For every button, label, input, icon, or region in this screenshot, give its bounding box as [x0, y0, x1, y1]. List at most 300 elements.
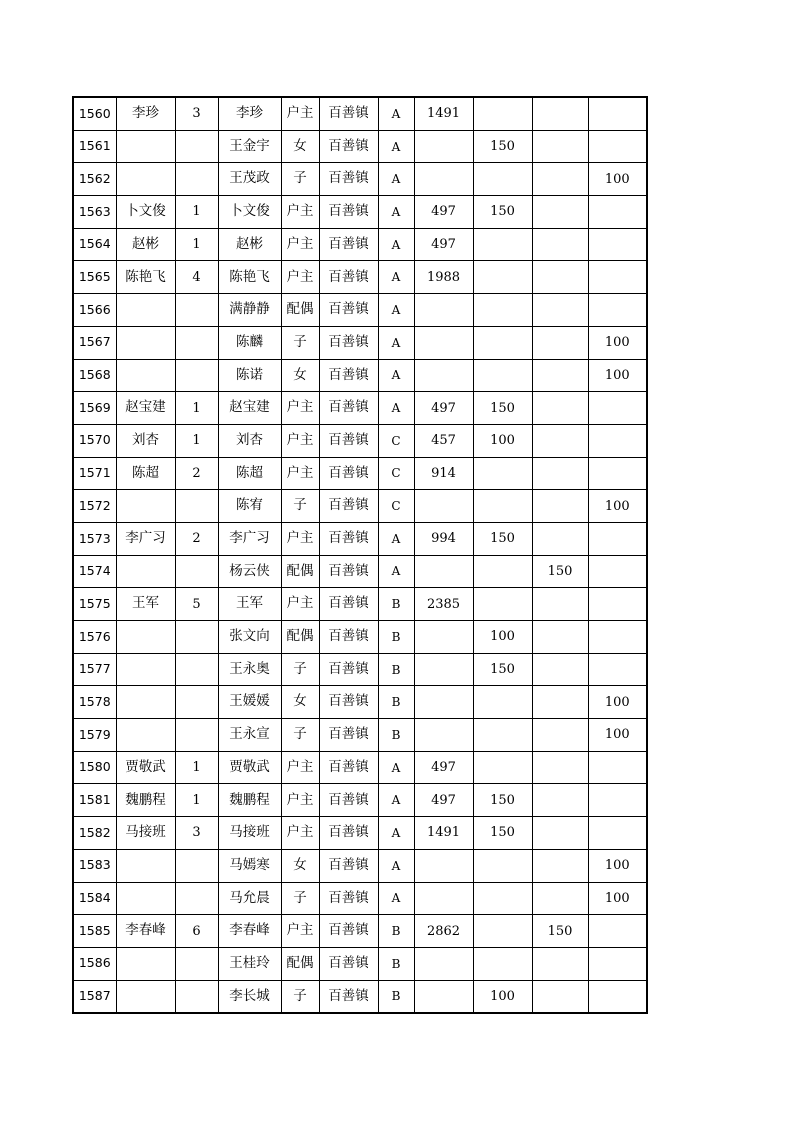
- subsidy-150-100-cell: [473, 457, 532, 490]
- town-cell: 百善镇: [319, 817, 378, 850]
- member-name-cell: 李长城: [218, 980, 281, 1013]
- total-amount-cell: 2385: [414, 588, 473, 621]
- household-size-cell: [175, 359, 218, 392]
- subsidy-extra-cell: [532, 326, 588, 359]
- relation-cell: 户主: [281, 522, 319, 555]
- household-size-cell: [175, 686, 218, 719]
- child-subsidy-cell: [588, 947, 647, 980]
- total-amount-cell: [414, 130, 473, 163]
- table-row: [73, 392, 647, 425]
- subsidy-extra-cell: [532, 849, 588, 882]
- grade-cell: A: [378, 882, 414, 915]
- town-cell: 百善镇: [319, 392, 378, 425]
- household-head-cell: [116, 555, 175, 588]
- child-subsidy-cell: [588, 261, 647, 294]
- subsidy-extra-cell: [532, 719, 588, 752]
- total-amount-cell: 497: [414, 228, 473, 261]
- subsidy-extra-cell: [532, 457, 588, 490]
- household-size-cell: [175, 849, 218, 882]
- table-row: [73, 228, 647, 261]
- household-size-cell: 1: [175, 228, 218, 261]
- relation-cell: 户主: [281, 196, 319, 229]
- relation-cell: 户主: [281, 261, 319, 294]
- subsidy-150-100-cell: [473, 163, 532, 196]
- household-size-cell: 1: [175, 784, 218, 817]
- member-name-cell: 马接班: [218, 817, 281, 850]
- table-row: [73, 849, 647, 882]
- subsidy-extra-cell: [532, 392, 588, 425]
- row-number-cell: 1567: [73, 326, 116, 359]
- subsidy-150-100-cell: 100: [473, 980, 532, 1013]
- row-number-cell: 1586: [73, 947, 116, 980]
- household-head-cell: [116, 849, 175, 882]
- row-number-cell: 1560: [73, 97, 116, 130]
- member-name-cell: 王永宣: [218, 719, 281, 752]
- child-subsidy-cell: [588, 522, 647, 555]
- household-head-cell: 赵宝建: [116, 392, 175, 425]
- town-cell: 百善镇: [319, 555, 378, 588]
- table-row: [73, 882, 647, 915]
- town-cell: 百善镇: [319, 588, 378, 621]
- child-subsidy-cell: [588, 751, 647, 784]
- town-cell: 百善镇: [319, 849, 378, 882]
- table-row: [73, 686, 647, 719]
- member-name-cell: 王桂玲: [218, 947, 281, 980]
- subsidy-150-100-cell: [473, 915, 532, 948]
- household-head-cell: [116, 653, 175, 686]
- table-row: [73, 751, 647, 784]
- household-head-cell: [116, 294, 175, 327]
- household-subsidy-table: [72, 96, 648, 1014]
- child-subsidy-cell: [588, 457, 647, 490]
- subsidy-150-100-cell: [473, 490, 532, 523]
- relation-cell: 子: [281, 980, 319, 1013]
- household-head-cell: 马接班: [116, 817, 175, 850]
- household-size-cell: 3: [175, 97, 218, 130]
- subsidy-150-100-cell: 100: [473, 621, 532, 654]
- town-cell: 百善镇: [319, 424, 378, 457]
- member-name-cell: 满静静: [218, 294, 281, 327]
- town-cell: 百善镇: [319, 915, 378, 948]
- total-amount-cell: [414, 326, 473, 359]
- row-number-cell: 1562: [73, 163, 116, 196]
- subsidy-150-100-cell: [473, 228, 532, 261]
- row-number-cell: 1578: [73, 686, 116, 719]
- row-number-cell: 1573: [73, 522, 116, 555]
- total-amount-cell: 497: [414, 751, 473, 784]
- child-subsidy-cell: [588, 817, 647, 850]
- child-subsidy-cell: [588, 294, 647, 327]
- relation-cell: 子: [281, 653, 319, 686]
- household-size-cell: [175, 294, 218, 327]
- row-number-cell: 1569: [73, 392, 116, 425]
- total-amount-cell: [414, 980, 473, 1013]
- grade-cell: A: [378, 97, 414, 130]
- household-head-cell: [116, 621, 175, 654]
- table-row: [73, 294, 647, 327]
- town-cell: 百善镇: [319, 196, 378, 229]
- town-cell: 百善镇: [319, 326, 378, 359]
- subsidy-150-100-cell: 150: [473, 653, 532, 686]
- town-cell: 百善镇: [319, 294, 378, 327]
- table-row: [73, 163, 647, 196]
- row-number-cell: 1568: [73, 359, 116, 392]
- household-size-cell: [175, 653, 218, 686]
- child-subsidy-cell: 100: [588, 490, 647, 523]
- subsidy-150-100-cell: [473, 555, 532, 588]
- subsidy-150-100-cell: [473, 588, 532, 621]
- table-row: [73, 326, 647, 359]
- child-subsidy-cell: 100: [588, 882, 647, 915]
- relation-cell: 女: [281, 130, 319, 163]
- member-name-cell: 张文向: [218, 621, 281, 654]
- subsidy-extra-cell: 150: [532, 915, 588, 948]
- row-number-cell: 1585: [73, 915, 116, 948]
- total-amount-cell: 1491: [414, 817, 473, 850]
- subsidy-150-100-cell: 100: [473, 424, 532, 457]
- town-cell: 百善镇: [319, 457, 378, 490]
- relation-cell: 户主: [281, 97, 319, 130]
- subsidy-150-100-cell: 150: [473, 522, 532, 555]
- subsidy-extra-cell: [532, 294, 588, 327]
- member-name-cell: 马允晨: [218, 882, 281, 915]
- household-size-cell: 1: [175, 424, 218, 457]
- household-head-cell: [116, 359, 175, 392]
- household-size-cell: 3: [175, 817, 218, 850]
- total-amount-cell: 457: [414, 424, 473, 457]
- child-subsidy-cell: 100: [588, 719, 647, 752]
- child-subsidy-cell: 100: [588, 163, 647, 196]
- row-number-cell: 1575: [73, 588, 116, 621]
- total-amount-cell: [414, 294, 473, 327]
- member-name-cell: 赵彬: [218, 228, 281, 261]
- row-number-cell: 1566: [73, 294, 116, 327]
- relation-cell: 子: [281, 490, 319, 523]
- grade-cell: A: [378, 555, 414, 588]
- table-row: [73, 457, 647, 490]
- subsidy-extra-cell: [532, 522, 588, 555]
- subsidy-extra-cell: [532, 947, 588, 980]
- household-size-cell: 6: [175, 915, 218, 948]
- row-number-cell: 1572: [73, 490, 116, 523]
- town-cell: 百善镇: [319, 130, 378, 163]
- row-number-cell: 1571: [73, 457, 116, 490]
- grade-cell: A: [378, 294, 414, 327]
- row-number-cell: 1583: [73, 849, 116, 882]
- household-head-cell: 王军: [116, 588, 175, 621]
- grade-cell: C: [378, 457, 414, 490]
- table-row: [73, 261, 647, 294]
- grade-cell: A: [378, 784, 414, 817]
- relation-cell: 子: [281, 719, 319, 752]
- household-size-cell: [175, 555, 218, 588]
- table-row: [73, 653, 647, 686]
- grade-cell: B: [378, 621, 414, 654]
- relation-cell: 子: [281, 326, 319, 359]
- subsidy-150-100-cell: [473, 849, 532, 882]
- member-name-cell: 贾敬武: [218, 751, 281, 784]
- subsidy-150-100-cell: [473, 882, 532, 915]
- member-name-cell: 马嫣寒: [218, 849, 281, 882]
- household-size-cell: 5: [175, 588, 218, 621]
- subsidy-extra-cell: [532, 751, 588, 784]
- table-row: [73, 980, 647, 1013]
- subsidy-150-100-cell: [473, 294, 532, 327]
- member-name-cell: 杨云侠: [218, 555, 281, 588]
- household-size-cell: [175, 621, 218, 654]
- child-subsidy-cell: [588, 228, 647, 261]
- subsidy-150-100-cell: [473, 261, 532, 294]
- town-cell: 百善镇: [319, 784, 378, 817]
- total-amount-cell: [414, 621, 473, 654]
- child-subsidy-cell: [588, 97, 647, 130]
- subsidy-150-100-cell: 150: [473, 392, 532, 425]
- member-name-cell: 陈宥: [218, 490, 281, 523]
- table-row: [73, 97, 647, 130]
- household-head-cell: 李珍: [116, 97, 175, 130]
- subsidy-extra-cell: [532, 196, 588, 229]
- member-name-cell: 陈艳飞: [218, 261, 281, 294]
- member-name-cell: 李广习: [218, 522, 281, 555]
- child-subsidy-cell: [588, 653, 647, 686]
- member-name-cell: 王金宇: [218, 130, 281, 163]
- row-number-cell: 1565: [73, 261, 116, 294]
- subsidy-extra-cell: [532, 490, 588, 523]
- relation-cell: 女: [281, 849, 319, 882]
- subsidy-extra-cell: [532, 621, 588, 654]
- household-size-cell: 2: [175, 522, 218, 555]
- total-amount-cell: [414, 719, 473, 752]
- table-row: [73, 359, 647, 392]
- relation-cell: 配偶: [281, 294, 319, 327]
- member-name-cell: 王军: [218, 588, 281, 621]
- relation-cell: 户主: [281, 751, 319, 784]
- total-amount-cell: 497: [414, 196, 473, 229]
- relation-cell: 配偶: [281, 947, 319, 980]
- relation-cell: 户主: [281, 392, 319, 425]
- subsidy-extra-cell: [532, 817, 588, 850]
- household-head-cell: [116, 686, 175, 719]
- subsidy-extra-cell: [532, 359, 588, 392]
- household-head-cell: 赵彬: [116, 228, 175, 261]
- grade-cell: A: [378, 751, 414, 784]
- subsidy-extra-cell: [532, 784, 588, 817]
- relation-cell: 户主: [281, 424, 319, 457]
- row-number-cell: 1584: [73, 882, 116, 915]
- town-cell: 百善镇: [319, 653, 378, 686]
- child-subsidy-cell: [588, 588, 647, 621]
- household-size-cell: [175, 980, 218, 1013]
- table-row: [73, 196, 647, 229]
- table-row: [73, 555, 647, 588]
- grade-cell: B: [378, 588, 414, 621]
- grade-cell: B: [378, 947, 414, 980]
- town-cell: 百善镇: [319, 163, 378, 196]
- grade-cell: A: [378, 228, 414, 261]
- household-size-cell: 1: [175, 196, 218, 229]
- household-size-cell: [175, 326, 218, 359]
- total-amount-cell: [414, 359, 473, 392]
- child-subsidy-cell: [588, 392, 647, 425]
- subsidy-extra-cell: [532, 228, 588, 261]
- grade-cell: C: [378, 424, 414, 457]
- subsidy-extra-cell: [532, 424, 588, 457]
- relation-cell: 子: [281, 882, 319, 915]
- total-amount-cell: 497: [414, 392, 473, 425]
- subsidy-150-100-cell: [473, 686, 532, 719]
- member-name-cell: 王永奥: [218, 653, 281, 686]
- grade-cell: A: [378, 130, 414, 163]
- town-cell: 百善镇: [319, 97, 378, 130]
- subsidy-extra-cell: 150: [532, 555, 588, 588]
- relation-cell: 户主: [281, 588, 319, 621]
- grade-cell: B: [378, 686, 414, 719]
- household-head-cell: 刘杏: [116, 424, 175, 457]
- row-number-cell: 1580: [73, 751, 116, 784]
- subsidy-150-100-cell: [473, 947, 532, 980]
- subsidy-150-100-cell: 150: [473, 817, 532, 850]
- grade-cell: A: [378, 261, 414, 294]
- household-size-cell: [175, 947, 218, 980]
- subsidy-150-100-cell: [473, 97, 532, 130]
- relation-cell: 女: [281, 359, 319, 392]
- child-subsidy-cell: [588, 980, 647, 1013]
- row-number-cell: 1570: [73, 424, 116, 457]
- town-cell: 百善镇: [319, 359, 378, 392]
- town-cell: 百善镇: [319, 261, 378, 294]
- town-cell: 百善镇: [319, 751, 378, 784]
- relation-cell: 配偶: [281, 621, 319, 654]
- total-amount-cell: [414, 947, 473, 980]
- household-head-cell: 陈艳飞: [116, 261, 175, 294]
- total-amount-cell: [414, 163, 473, 196]
- grade-cell: A: [378, 359, 414, 392]
- subsidy-extra-cell: [532, 130, 588, 163]
- table-row: [73, 915, 647, 948]
- grade-cell: B: [378, 980, 414, 1013]
- town-cell: 百善镇: [319, 980, 378, 1013]
- table-body: [73, 97, 647, 1013]
- household-size-cell: [175, 163, 218, 196]
- subsidy-extra-cell: [532, 653, 588, 686]
- subsidy-150-100-cell: [473, 719, 532, 752]
- member-name-cell: 李珍: [218, 97, 281, 130]
- total-amount-cell: 994: [414, 522, 473, 555]
- table-row: [73, 130, 647, 163]
- relation-cell: 户主: [281, 915, 319, 948]
- grade-cell: B: [378, 915, 414, 948]
- household-size-cell: [175, 490, 218, 523]
- grade-cell: A: [378, 326, 414, 359]
- child-subsidy-cell: 100: [588, 326, 647, 359]
- town-cell: 百善镇: [319, 621, 378, 654]
- row-number-cell: 1574: [73, 555, 116, 588]
- row-number-cell: 1561: [73, 130, 116, 163]
- household-size-cell: 4: [175, 261, 218, 294]
- household-head-cell: 李春峰: [116, 915, 175, 948]
- household-head-cell: [116, 719, 175, 752]
- subsidy-extra-cell: [532, 686, 588, 719]
- member-name-cell: 刘杏: [218, 424, 281, 457]
- total-amount-cell: [414, 555, 473, 588]
- household-head-cell: 李广习: [116, 522, 175, 555]
- child-subsidy-cell: [588, 555, 647, 588]
- household-head-cell: [116, 980, 175, 1013]
- table-row: [73, 784, 647, 817]
- member-name-cell: 赵宝建: [218, 392, 281, 425]
- total-amount-cell: [414, 490, 473, 523]
- grade-cell: A: [378, 163, 414, 196]
- member-name-cell: 魏鹏程: [218, 784, 281, 817]
- total-amount-cell: 497: [414, 784, 473, 817]
- row-number-cell: 1582: [73, 817, 116, 850]
- subsidy-150-100-cell: 150: [473, 784, 532, 817]
- table-row: [73, 947, 647, 980]
- household-head-cell: 卜文俊: [116, 196, 175, 229]
- household-head-cell: 陈超: [116, 457, 175, 490]
- grade-cell: A: [378, 817, 414, 850]
- household-size-cell: [175, 882, 218, 915]
- row-number-cell: 1581: [73, 784, 116, 817]
- total-amount-cell: 2862: [414, 915, 473, 948]
- total-amount-cell: [414, 686, 473, 719]
- member-name-cell: 李春峰: [218, 915, 281, 948]
- total-amount-cell: [414, 653, 473, 686]
- child-subsidy-cell: [588, 424, 647, 457]
- subsidy-150-100-cell: [473, 359, 532, 392]
- child-subsidy-cell: [588, 196, 647, 229]
- household-head-cell: [116, 882, 175, 915]
- household-size-cell: [175, 719, 218, 752]
- relation-cell: 户主: [281, 784, 319, 817]
- table-row: [73, 522, 647, 555]
- child-subsidy-cell: 100: [588, 359, 647, 392]
- table-row: [73, 588, 647, 621]
- town-cell: 百善镇: [319, 522, 378, 555]
- grade-cell: A: [378, 849, 414, 882]
- child-subsidy-cell: [588, 784, 647, 817]
- town-cell: 百善镇: [319, 947, 378, 980]
- grade-cell: A: [378, 522, 414, 555]
- household-size-cell: 1: [175, 392, 218, 425]
- total-amount-cell: [414, 849, 473, 882]
- row-number-cell: 1587: [73, 980, 116, 1013]
- household-size-cell: 1: [175, 751, 218, 784]
- household-head-cell: [116, 947, 175, 980]
- household-head-cell: [116, 326, 175, 359]
- total-amount-cell: 1988: [414, 261, 473, 294]
- household-size-cell: [175, 130, 218, 163]
- row-number-cell: 1576: [73, 621, 116, 654]
- row-number-cell: 1579: [73, 719, 116, 752]
- child-subsidy-cell: [588, 915, 647, 948]
- town-cell: 百善镇: [319, 719, 378, 752]
- table-row: [73, 621, 647, 654]
- table-row: [73, 490, 647, 523]
- subsidy-150-100-cell: 150: [473, 196, 532, 229]
- total-amount-cell: [414, 882, 473, 915]
- town-cell: 百善镇: [319, 228, 378, 261]
- child-subsidy-cell: 100: [588, 686, 647, 719]
- total-amount-cell: 914: [414, 457, 473, 490]
- child-subsidy-cell: [588, 130, 647, 163]
- subsidy-extra-cell: [532, 163, 588, 196]
- relation-cell: 配偶: [281, 555, 319, 588]
- household-head-cell: 魏鹏程: [116, 784, 175, 817]
- child-subsidy-cell: [588, 621, 647, 654]
- member-name-cell: 陈超: [218, 457, 281, 490]
- member-name-cell: 王媛媛: [218, 686, 281, 719]
